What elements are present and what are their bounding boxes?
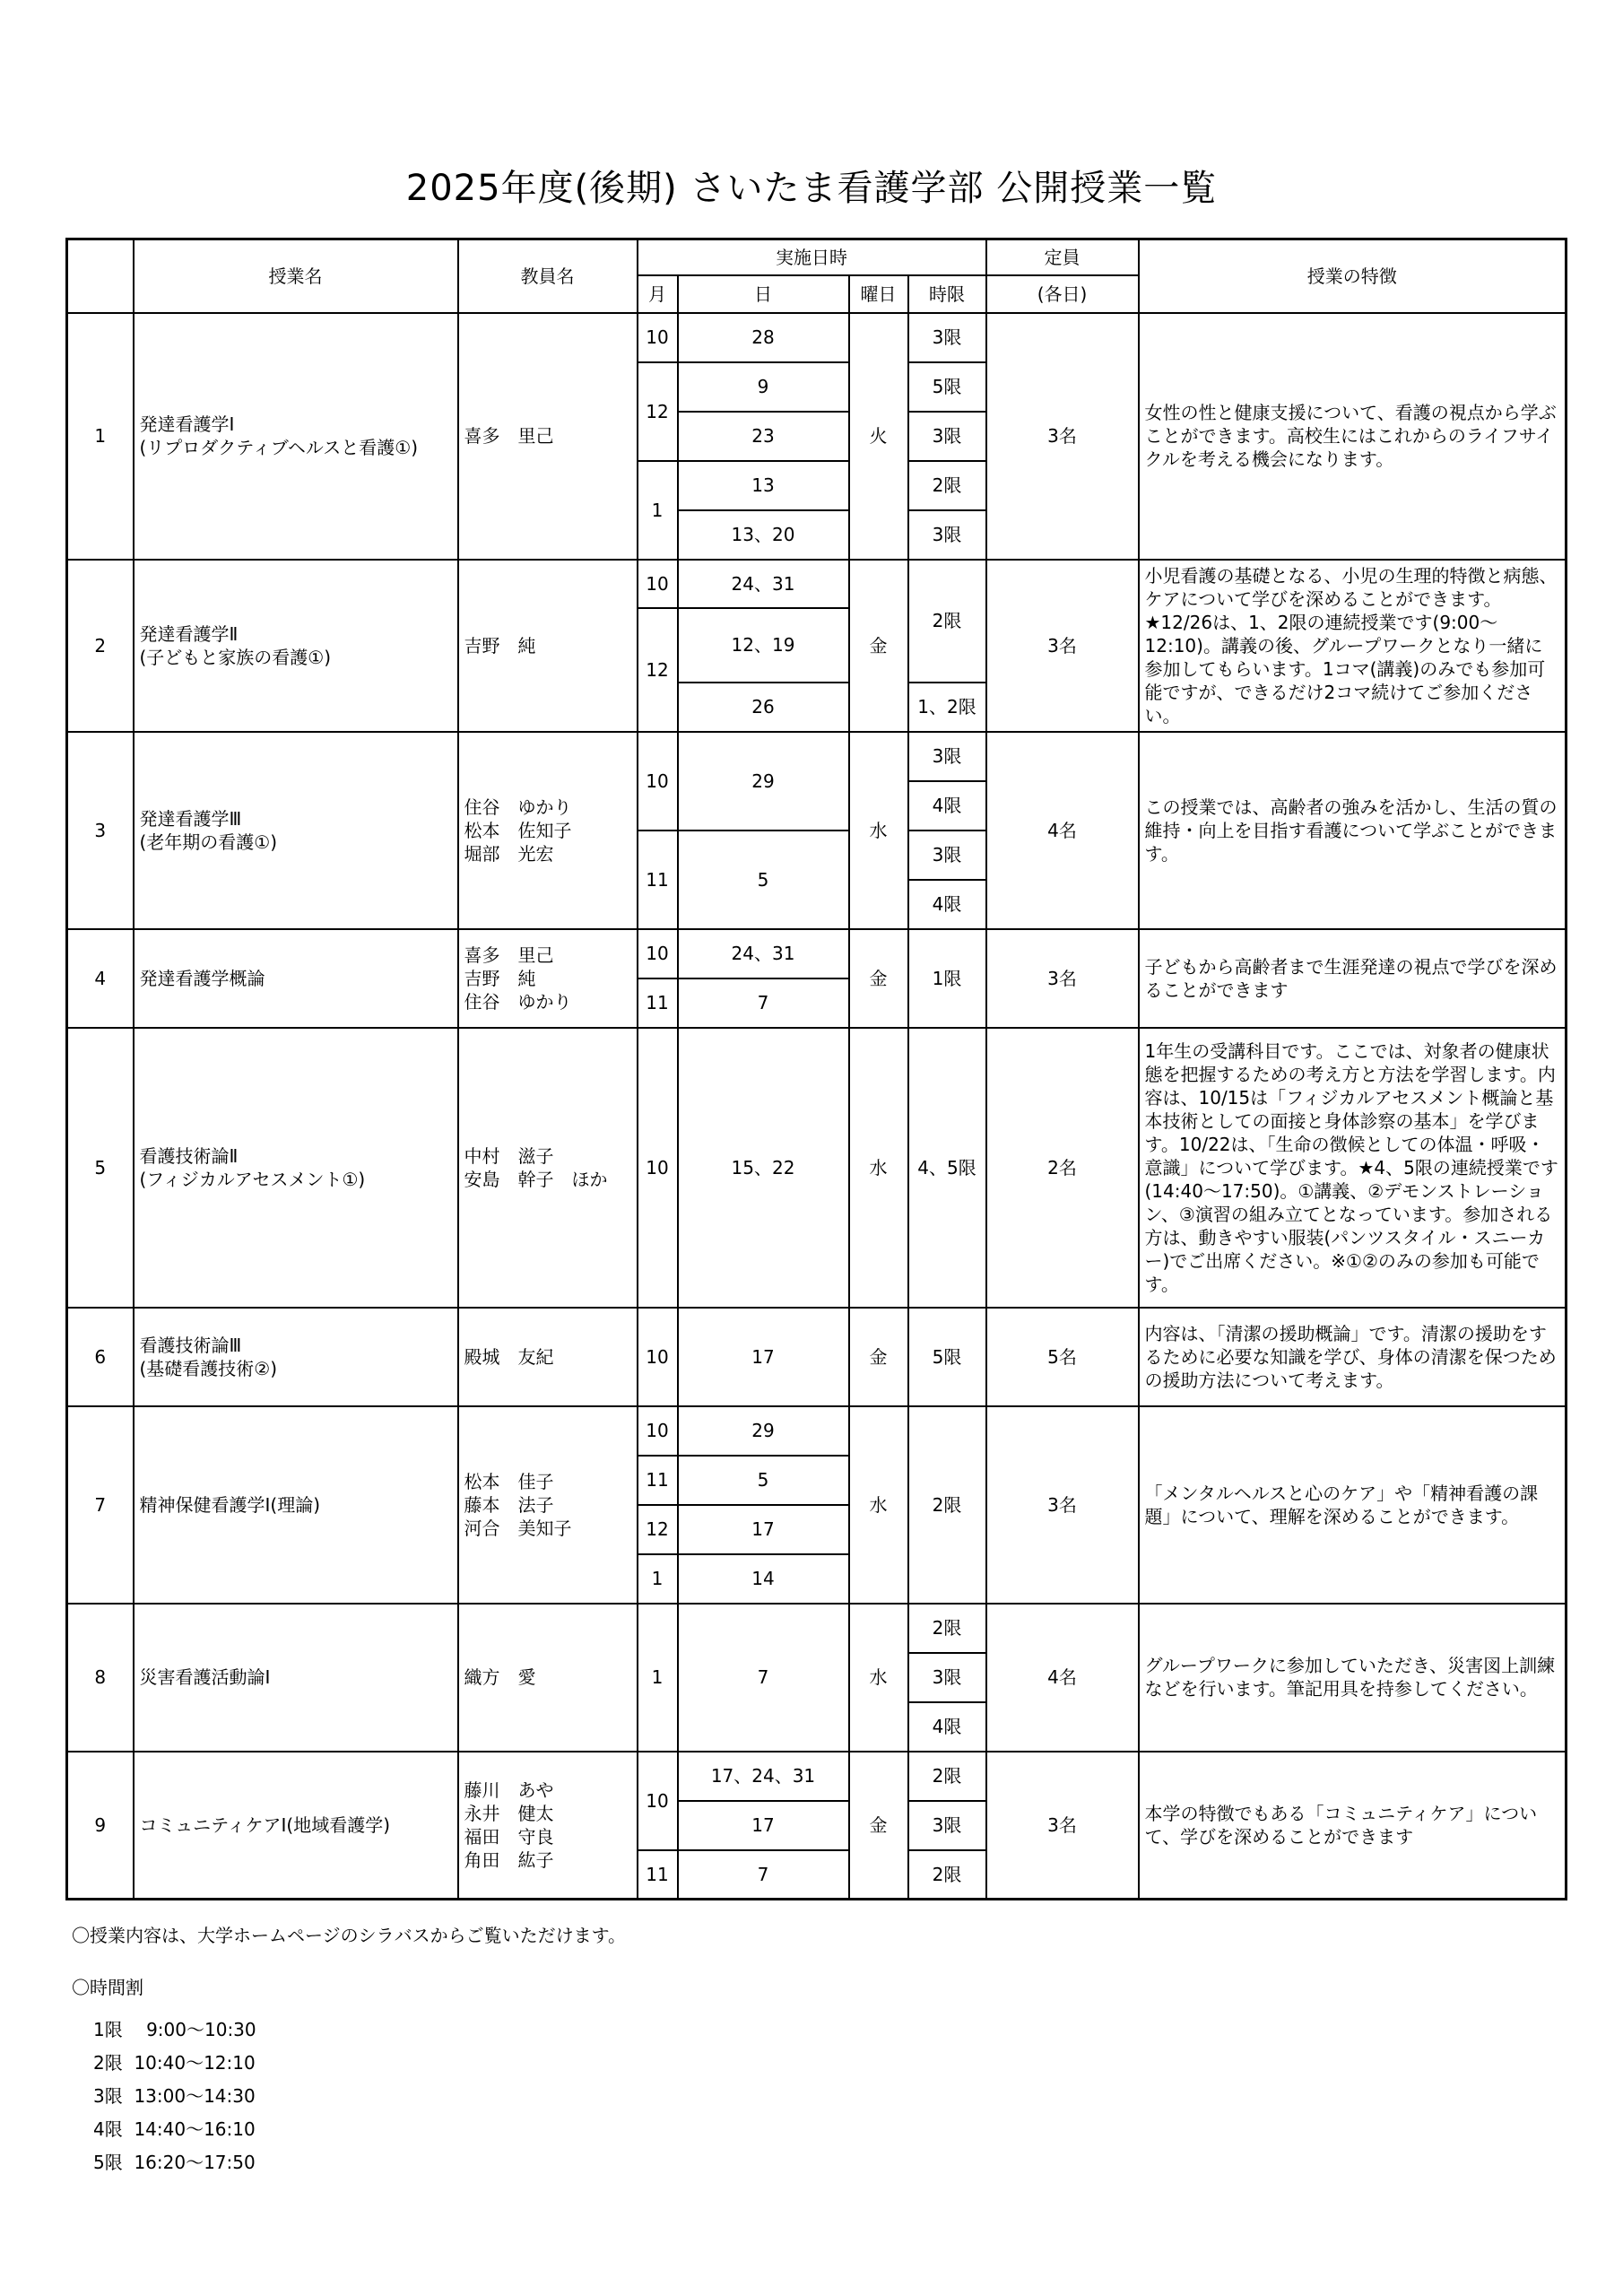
course-name-sub: (老年期の看護①): [139, 831, 278, 853]
weekday-cell: 金: [849, 1308, 908, 1406]
weekday-cell: 金: [849, 560, 908, 732]
teacher-cell: [458, 732, 638, 929]
period-cell: 3限: [908, 831, 986, 880]
teacher-cell: [458, 1028, 638, 1308]
course-no: 3: [67, 732, 134, 929]
day-cell: 29: [678, 1406, 849, 1456]
day-cell: 12、19: [678, 608, 849, 683]
month-cell: 10: [638, 1308, 678, 1406]
month-cell: 12: [638, 608, 678, 732]
period-cell: 2限: [908, 1406, 986, 1604]
timetable-row: 3限 13:00〜14:30: [93, 2085, 256, 2107]
course-name: [134, 313, 458, 560]
weekday-cell: 水: [849, 1028, 908, 1308]
teacher-name: 織方 愛: [464, 1666, 536, 1688]
course-no: 9: [67, 1752, 134, 1900]
feature-cell: 「メンタルヘルスと心のケア」や「精神看護の課題」について、理解を深めることができます。: [1139, 1406, 1567, 1604]
course-name-main: 発達看護学Ⅰ: [139, 413, 235, 435]
period-cell: 4、5限: [908, 1028, 986, 1308]
period-cell: 2限: [908, 560, 986, 683]
course-name-main: 発達看護学Ⅱ: [139, 622, 239, 645]
header-teacher: 教員名: [458, 239, 638, 313]
teacher-name: 吉野 純: [464, 634, 536, 657]
day-cell: 5: [678, 831, 849, 929]
feature-cell: グループワークに参加していただき、災害図上訓練などを行います。筆記用具を持参してください。: [1139, 1604, 1567, 1752]
period-cell: 4限: [908, 880, 986, 929]
course-name-sub: (フィジカルアセスメント①): [139, 1168, 366, 1190]
course-name-main: 発達看護学Ⅲ: [139, 807, 242, 830]
teacher-name: 殿城 友紀: [464, 1345, 554, 1368]
day-cell: 7: [678, 978, 849, 1028]
table-row: [67, 1752, 1567, 1801]
period-cell: 3限: [908, 510, 986, 560]
period-cell: 2限: [908, 1752, 986, 1801]
teacher-name: 福田 守良: [464, 1825, 554, 1848]
day-cell: 13: [678, 461, 849, 510]
day-cell: 13、20: [678, 510, 849, 560]
feature-cell: この授業では、高齢者の強みを活かし、生活の質の維持・向上を目指す看護について学ぶことができます。: [1139, 732, 1567, 929]
day-cell: 15、22: [678, 1028, 849, 1308]
table-row: [67, 1406, 1567, 1456]
day-cell: 17: [678, 1801, 849, 1850]
course-name-main: コミュニティケアⅠ(地域看護学): [139, 1813, 391, 1836]
month-cell: 12: [638, 362, 678, 461]
capacity-cell: 2名: [986, 1028, 1139, 1308]
course-name-main: 発達看護学概論: [139, 967, 265, 989]
table-row: [67, 560, 1567, 608]
month-cell: 10: [638, 313, 678, 362]
header-capacity: 定員: [986, 239, 1139, 275]
month-cell: 1: [638, 461, 678, 560]
teacher-cell: [458, 929, 638, 1028]
teacher-name: 藤川 あや: [464, 1779, 554, 1801]
period-cell: 3限: [908, 1801, 986, 1850]
course-no: 1: [67, 313, 134, 560]
course-name: [134, 1028, 458, 1308]
course-no: 2: [67, 560, 134, 732]
capacity-cell: 3名: [986, 1406, 1139, 1604]
capacity-cell: 5名: [986, 1308, 1139, 1406]
header-course: 授業名: [134, 239, 458, 313]
day-cell: 24、31: [678, 929, 849, 978]
period-cell: 4限: [908, 1702, 986, 1752]
teacher-name: 喜多 里己: [464, 944, 554, 966]
teacher-name: 中村 滋子: [464, 1144, 554, 1167]
weekday-cell: 金: [849, 929, 908, 1028]
teacher-cell: [458, 1308, 638, 1406]
day-cell: 14: [678, 1554, 849, 1604]
header-capacity-sub: (各日): [986, 275, 1139, 313]
course-name-sub: (リプロダクティブヘルスと看護①): [139, 437, 419, 458]
timetable-row: 1限 9:00〜10:30: [93, 2019, 256, 2040]
course-name: [134, 1308, 458, 1406]
month-cell: 11: [638, 1456, 678, 1505]
period-cell: 5限: [908, 1308, 986, 1406]
weekday-cell: 水: [849, 732, 908, 929]
teacher-name: 松本 佐知子: [464, 819, 572, 841]
timetable-title: 〇時間割: [72, 1977, 143, 1998]
period-cell: 4限: [908, 781, 986, 831]
course-no: 5: [67, 1028, 134, 1308]
month-cell: 10: [638, 732, 678, 831]
teacher-cell: [458, 1604, 638, 1752]
course-name-main: 災害看護活動論Ⅰ: [139, 1666, 271, 1688]
teacher-name: 松本 佳子: [464, 1470, 554, 1492]
month-cell: 1: [638, 1604, 678, 1752]
weekday-cell: 水: [849, 1604, 908, 1752]
timetable-row: 5限 16:20〜17:50: [93, 2152, 256, 2173]
header-day: 日: [678, 275, 849, 313]
period-cell: 2限: [908, 1604, 986, 1653]
teacher-cell: [458, 313, 638, 560]
period-cell: 3限: [908, 412, 986, 461]
teacher-cell: [458, 1406, 638, 1604]
period-cell: 3限: [908, 1653, 986, 1702]
month-cell: 11: [638, 831, 678, 929]
weekday-cell: 火: [849, 313, 908, 560]
month-cell: 10: [638, 560, 678, 608]
course-name-main: 看護技術論Ⅱ: [139, 1144, 239, 1167]
feature-cell: 子どもから高齢者まで生涯発達の視点で学びを深めることができます: [1139, 929, 1567, 1028]
header-no: [67, 239, 134, 313]
timetable: [93, 2013, 256, 2179]
month-cell: 11: [638, 978, 678, 1028]
period-cell: 2限: [908, 1850, 986, 1900]
course-name: [134, 929, 458, 1028]
day-cell: 17: [678, 1308, 849, 1406]
month-cell: 10: [638, 1028, 678, 1308]
day-cell: 7: [678, 1850, 849, 1900]
capacity-cell: 3名: [986, 929, 1139, 1028]
course-name: [134, 1604, 458, 1752]
period-cell: 5限: [908, 362, 986, 412]
month-cell: 10: [638, 929, 678, 978]
period-cell: 3限: [908, 313, 986, 362]
timetable-row: 4限 14:40〜16:10: [93, 2118, 256, 2140]
feature-cell: 1年生の受講科目です。ここでは、対象者の健康状態を把握するための考え方と方法を学習します。内容は、10/15は「フィジカルアセスメント概論と基本技術としての面接と身体診察の基本」を学びます。10/22は、「生命の徴候としての体温・呼吸・意識」について学びます。★4、5限の連続授業です(14:40〜17:50)。①講義、②デモンストレーション、③演習の組み立てとなっています。参加される方は、動きやすい服装(パンツスタイル・スニーカー)でご出席ください。※①②のみの参加も可能です。: [1139, 1028, 1567, 1308]
teacher-name: 角田 紘子: [464, 1848, 554, 1871]
table-row: [67, 1028, 1567, 1308]
capacity-cell: 3名: [986, 313, 1139, 560]
month-cell: 10: [638, 1406, 678, 1456]
period-cell: 2限: [908, 461, 986, 510]
table-row: [67, 313, 1567, 362]
teacher-name: 堀部 光宏: [464, 842, 554, 865]
period-cell: 3限: [908, 732, 986, 781]
table-row: [67, 929, 1567, 978]
teacher-name: 安島 幹子 ほか: [464, 1168, 608, 1190]
feature-cell: 小児看護の基礎となる、小児の生理的特徴と病態、ケアについて学びを深めることができます。★12/26は、1、2限の連続授業です(9:00〜12:10)。講義の後、グループワークとなり一緒に参加してもらいます。1コマ(講義)のみでも参加可能ですが、できるだけ2コマ続けてご参加ください。: [1139, 560, 1567, 732]
teacher-name: 永井 健太: [464, 1802, 554, 1824]
course-no: 6: [67, 1308, 134, 1406]
table-row: [67, 732, 1567, 781]
day-cell: 17: [678, 1505, 849, 1554]
header-schedule: 実施日時: [638, 239, 986, 275]
course-name: [134, 1406, 458, 1604]
table-row: [67, 1604, 1567, 1653]
period-cell: 1、2限: [908, 683, 986, 732]
syllabus-note: 〇授業内容は、大学ホームページのシラバスからご覧いただけます。: [72, 1925, 626, 1946]
course-name-main: 精神保健看護学Ⅰ(理論): [139, 1493, 321, 1516]
day-cell: 29: [678, 732, 849, 831]
course-name: [134, 560, 458, 732]
weekday-cell: 水: [849, 1406, 908, 1604]
month-cell: 11: [638, 1850, 678, 1900]
course-table: [65, 238, 1567, 1900]
day-cell: 9: [678, 362, 849, 412]
capacity-cell: 4名: [986, 732, 1139, 929]
teacher-name: 住谷 ゆかり: [464, 990, 572, 1013]
timetable-row: 2限 10:40〜12:10: [93, 2052, 256, 2074]
feature-cell: 本学の特徴でもある「コミュニティケア」について、学びを深めることができます: [1139, 1752, 1567, 1900]
teacher-name: 藤本 法子: [464, 1493, 554, 1516]
course-name-sub: (基礎看護技術②): [139, 1357, 278, 1379]
course-name: [134, 732, 458, 929]
day-cell: 28: [678, 313, 849, 362]
capacity-cell: 3名: [986, 560, 1139, 732]
teacher-cell: [458, 1752, 638, 1900]
teacher-cell: [458, 560, 638, 732]
course-no: 8: [67, 1604, 134, 1752]
capacity-cell: 4名: [986, 1604, 1139, 1752]
day-cell: 7: [678, 1604, 849, 1752]
month-cell: 10: [638, 1752, 678, 1850]
course-name-sub: (子どもと家族の看護①): [139, 646, 332, 668]
day-cell: 5: [678, 1456, 849, 1505]
feature-cell: 内容は、「清潔の援助概論」です。清潔の援助をするために必要な知識を学び、身体の清潔を保つための援助方法について考えます。: [1139, 1308, 1567, 1406]
feature-cell: 女性の性と健康支援について、看護の視点から学ぶことができます。高校生にはこれからのライフサイクルを考える機会になります。: [1139, 313, 1567, 560]
day-cell: 24、31: [678, 560, 849, 608]
course-no: 7: [67, 1406, 134, 1604]
month-cell: 12: [638, 1505, 678, 1554]
capacity-cell: 3名: [986, 1752, 1139, 1900]
course-name: [134, 1752, 458, 1900]
period-cell: 1限: [908, 929, 986, 1028]
teacher-name: 吉野 純: [464, 967, 536, 989]
header-features: 授業の特徴: [1139, 239, 1567, 313]
table-row: [67, 1308, 1567, 1406]
teacher-name: 喜多 里己: [464, 425, 554, 447]
header-month: 月: [638, 275, 678, 313]
weekday-cell: 金: [849, 1752, 908, 1900]
header-period: 時限: [908, 275, 986, 313]
page-title: 2025年度(後期) さいたま看護学部 公開授業一覧: [405, 168, 1218, 209]
course-no: 4: [67, 929, 134, 1028]
header-weekday: 曜日: [849, 275, 908, 313]
day-cell: 17、24、31: [678, 1752, 849, 1801]
day-cell: 26: [678, 683, 849, 732]
teacher-name: 住谷 ゆかり: [464, 796, 572, 818]
course-name-main: 看護技術論Ⅲ: [139, 1334, 242, 1356]
month-cell: 1: [638, 1554, 678, 1604]
teacher-name: 河合 美知子: [464, 1517, 572, 1539]
day-cell: 23: [678, 412, 849, 461]
